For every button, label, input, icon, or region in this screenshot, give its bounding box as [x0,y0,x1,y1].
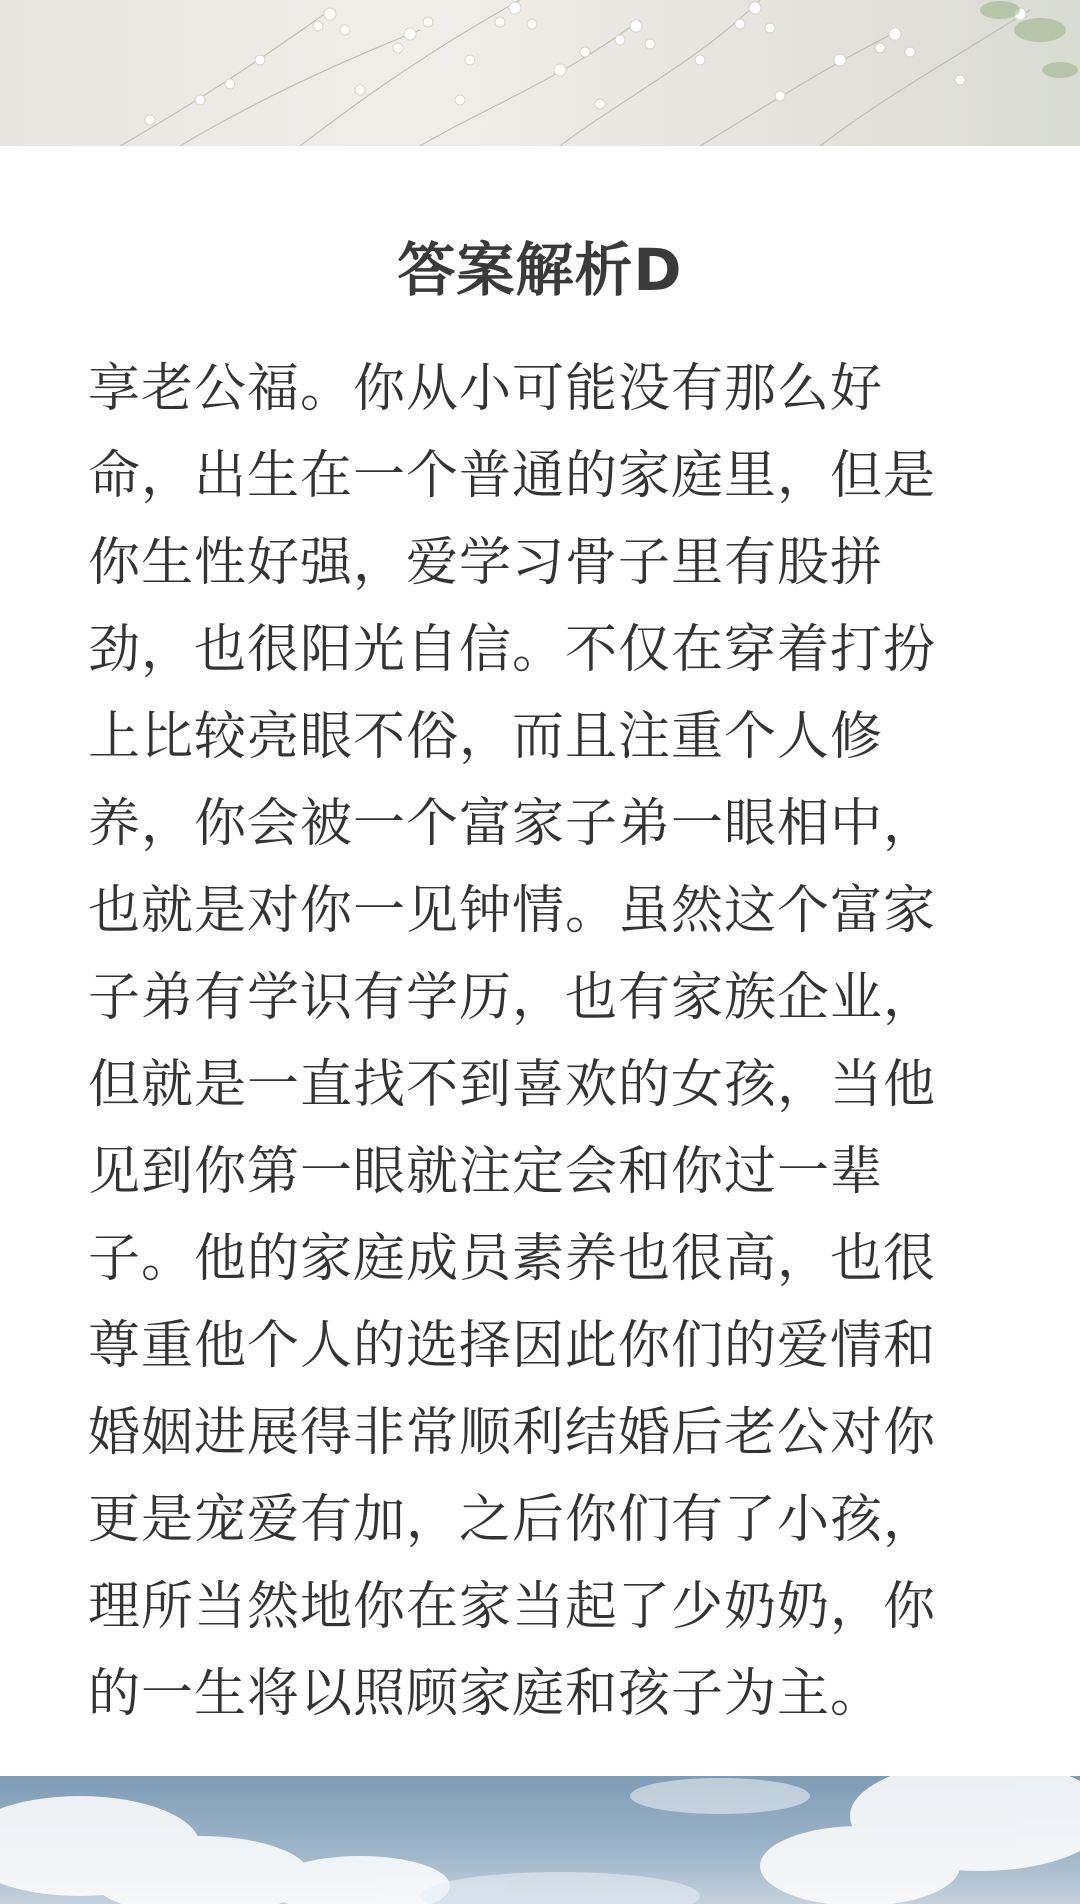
paragraph-line: 理所当然地你在家当起了少奶奶，你 [88,1577,937,1637]
paragraph-line: 上比较亮眼不俗，而且注重个人修 [88,707,884,767]
paragraph-line: 婚姻进展得非常顺利结婚后老公对你 [88,1403,937,1463]
page-title: 答案解析D [397,236,683,304]
paragraph-line: 养，你会被一个富家子弟一眼相中， [88,794,937,854]
answer-paragraph [88,346,968,1738]
bottom-sky-banner-image [0,1776,1080,1904]
paragraph-line: 子弟有学识有学历，也有家族企业， [88,968,937,1028]
paragraph-line: 享老公福。你从小可能没有那么好 [88,359,884,419]
article-card [0,146,1080,1776]
paragraph-line: 见到你第一眼就注定会和你过一辈 [88,1142,884,1202]
paragraph-line: 但就是一直找不到喜欢的女孩，当他 [88,1055,937,1115]
paragraph-line: 命，出生在一个普通的家庭里，但是 [88,446,937,506]
paragraph-line: 的一生将以照顾家庭和孩子为主。 [88,1664,884,1724]
top-flower-banner-image [0,0,1080,146]
paragraph-line: 尊重他个人的选择因此你们的爱情和 [88,1316,937,1376]
paragraph-line: 也就是对你一见钟情。虽然这个富家 [88,881,937,941]
paragraph-line: 更是宠爱有加，之后你们有了小孩， [88,1490,937,1550]
babys-breath-flowers-illustration [0,0,1080,146]
sky-clouds-illustration [0,1776,1080,1904]
paragraph-line: 子。他的家庭成员素养也很高，也很 [88,1229,937,1289]
paragraph-line: 劲，也很阳光自信。不仅在穿着打扮 [88,620,937,680]
paragraph-line: 你生性好强，爱学习骨子里有股拼 [88,533,884,593]
